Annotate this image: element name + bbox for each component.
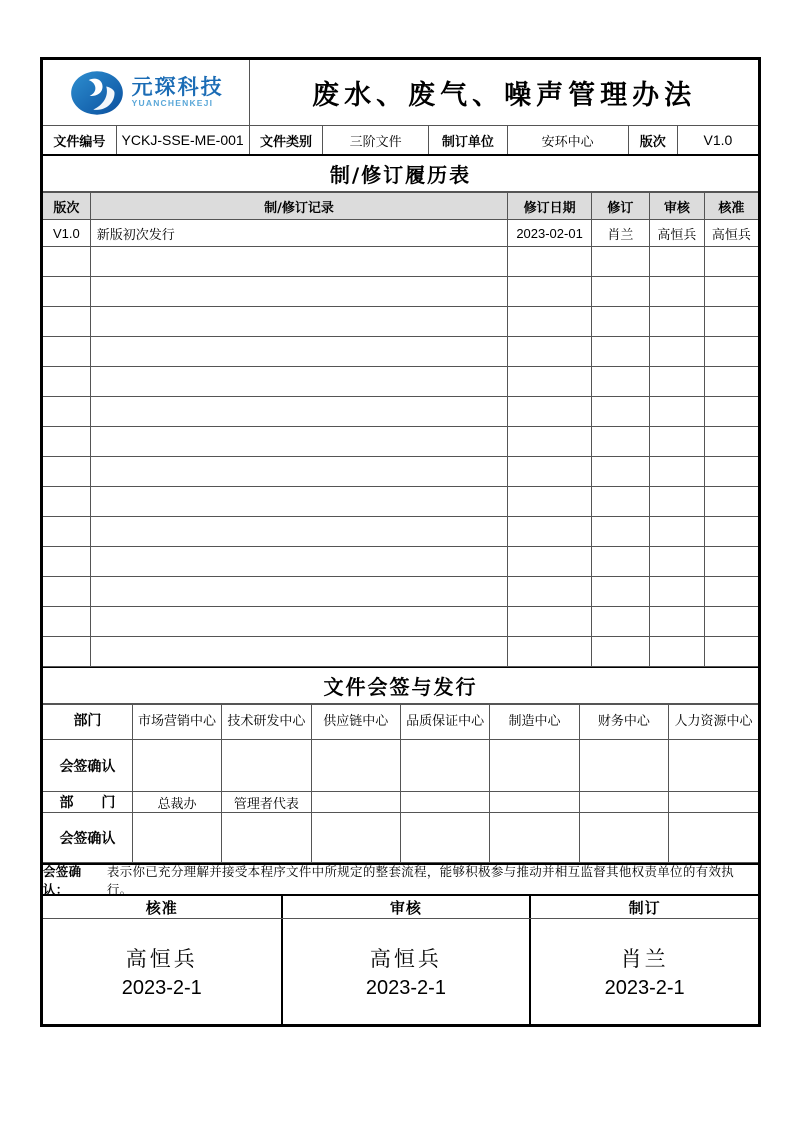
revision-empty-cell bbox=[90, 607, 508, 637]
approval-col-approve: 核准 bbox=[43, 896, 283, 918]
revision-empty-cell bbox=[43, 307, 90, 337]
revision-table-wrap bbox=[43, 192, 758, 668]
revision-empty-cell bbox=[591, 307, 649, 337]
revision-empty-cell bbox=[43, 577, 90, 607]
revision-empty-cell bbox=[649, 517, 704, 547]
revision-empty-cell bbox=[649, 607, 704, 637]
revision-approver: 高恒兵 bbox=[704, 220, 758, 247]
signature-cell bbox=[222, 740, 311, 792]
revision-empty-cell bbox=[704, 307, 758, 337]
revision-empty-cell bbox=[43, 517, 90, 547]
revision-empty-cell bbox=[90, 307, 508, 337]
doc-no-label: 文件编号 bbox=[43, 126, 117, 154]
review-date: 2023-2-1 bbox=[365, 977, 446, 999]
revision-empty-cell bbox=[90, 577, 508, 607]
revision-empty-row bbox=[43, 367, 758, 397]
company-logo bbox=[43, 60, 250, 125]
revision-empty-cell bbox=[90, 247, 508, 277]
signature-cell bbox=[669, 740, 758, 792]
signature-cell bbox=[311, 813, 400, 863]
revision-empty-cell bbox=[90, 487, 508, 517]
dept-cell: 品质保证中心 bbox=[401, 705, 490, 740]
revision-empty-cell bbox=[704, 247, 758, 277]
doc-type-value: 三阶文件 bbox=[323, 126, 429, 154]
revision-empty-cell bbox=[508, 487, 592, 517]
dept-row1-label: 部门 bbox=[43, 705, 132, 740]
signature-cell bbox=[222, 813, 311, 863]
revision-empty-cell bbox=[90, 337, 508, 367]
revision-empty-cell bbox=[591, 277, 649, 307]
revision-empty-cell bbox=[43, 277, 90, 307]
revision-empty-cell bbox=[591, 517, 649, 547]
document-page bbox=[40, 57, 761, 1027]
revision-empty-cell bbox=[508, 397, 592, 427]
revision-empty-cell bbox=[649, 367, 704, 397]
revision-empty-cell bbox=[43, 367, 90, 397]
signoff-note-text: 表示你已充分理解并接受本程序文件中所规定的整套流程，能够积极参与推动并相互监督其他权责单位的有效执行。 bbox=[106, 863, 735, 897]
draft-date: 2023-2-1 bbox=[604, 977, 685, 999]
confirm-row1-label: 会签确认 bbox=[43, 740, 132, 792]
revision-empty-row bbox=[43, 577, 758, 607]
revision-col-record: 制/修订记录 bbox=[90, 193, 508, 220]
revision-empty-row bbox=[43, 607, 758, 637]
dept-cell bbox=[401, 792, 490, 813]
dept-cell bbox=[490, 792, 579, 813]
company-logo-text bbox=[132, 77, 224, 108]
revision-empty-cell bbox=[704, 577, 758, 607]
revision-empty-cell bbox=[591, 547, 649, 577]
revision-empty-cell bbox=[704, 427, 758, 457]
approver-name: 高恒兵 bbox=[125, 947, 198, 971]
revision-empty-row bbox=[43, 637, 758, 667]
revision-empty-cell bbox=[43, 487, 90, 517]
revision-empty-cell bbox=[591, 487, 649, 517]
dept-cell: 市场营销中心 bbox=[132, 705, 221, 740]
revision-empty-cell bbox=[649, 307, 704, 337]
revision-empty-cell bbox=[508, 457, 592, 487]
revision-empty-cell bbox=[649, 397, 704, 427]
version-value: V1.0 bbox=[703, 132, 733, 148]
revision-version: V1.0 bbox=[43, 220, 90, 247]
revision-empty-cell bbox=[43, 397, 90, 427]
revision-record: 新版初次发行 bbox=[90, 220, 508, 247]
confirm-row2-label: 会签确认 bbox=[43, 813, 132, 863]
signoff-table bbox=[43, 704, 758, 863]
revision-empty-cell bbox=[508, 547, 592, 577]
version-label: 版次 bbox=[629, 126, 678, 154]
revision-data-row bbox=[43, 220, 758, 247]
revision-empty-cell bbox=[90, 367, 508, 397]
issuing-unit-label: 制订单位 bbox=[429, 126, 508, 154]
revision-empty-row bbox=[43, 517, 758, 547]
revision-empty-cell bbox=[90, 517, 508, 547]
dept-cell bbox=[669, 792, 758, 813]
revision-empty-cell bbox=[704, 457, 758, 487]
revision-section-title: 制/修订履历表 bbox=[43, 156, 758, 192]
signature-cell bbox=[579, 740, 668, 792]
revision-col-version: 版次 bbox=[43, 193, 90, 220]
revision-date: 2023-02-01 bbox=[508, 220, 592, 247]
revision-empty-cell bbox=[508, 577, 592, 607]
signature-cell bbox=[401, 813, 490, 863]
revision-empty-row bbox=[43, 307, 758, 337]
revision-empty-cell bbox=[43, 607, 90, 637]
revision-empty-cell bbox=[90, 397, 508, 427]
signature-cell bbox=[401, 740, 490, 792]
revision-empty-cell bbox=[90, 637, 508, 667]
revision-col-reviewer: 审核 bbox=[649, 193, 704, 220]
revision-empty-row bbox=[43, 247, 758, 277]
revision-empty-cell bbox=[649, 337, 704, 367]
revision-empty-cell bbox=[591, 337, 649, 367]
revision-empty-cell bbox=[591, 247, 649, 277]
approve-date: 2023-2-1 bbox=[121, 977, 202, 999]
revision-empty-cell bbox=[508, 307, 592, 337]
revision-empty-cell bbox=[90, 277, 508, 307]
document-header bbox=[43, 60, 758, 126]
revision-empty-cell bbox=[704, 607, 758, 637]
revision-empty-cell bbox=[591, 397, 649, 427]
revision-empty-cell bbox=[90, 427, 508, 457]
revision-empty-cell bbox=[704, 397, 758, 427]
signoff-dept-row-2 bbox=[43, 792, 758, 813]
revision-header-row bbox=[43, 193, 758, 220]
revision-empty-cell bbox=[43, 247, 90, 277]
revision-empty-cell bbox=[591, 607, 649, 637]
revision-empty-row bbox=[43, 487, 758, 517]
revision-empty-cell bbox=[508, 337, 592, 367]
dept-cell: 人力资源中心 bbox=[669, 705, 758, 740]
revision-empty-cell bbox=[508, 247, 592, 277]
revision-empty-row bbox=[43, 277, 758, 307]
signoff-note bbox=[43, 863, 758, 896]
revision-empty-cell bbox=[43, 637, 90, 667]
revision-col-reviser: 修订 bbox=[591, 193, 649, 220]
signoff-confirm-row-2 bbox=[43, 813, 758, 863]
draft-signature bbox=[531, 919, 758, 1024]
revision-empty-cell bbox=[591, 427, 649, 457]
signature-cell bbox=[132, 813, 221, 863]
revision-table bbox=[43, 192, 758, 667]
doc-no-value: YCKJ-SSE-ME-001 bbox=[117, 126, 250, 154]
revision-empty-cell bbox=[649, 277, 704, 307]
dept-cell: 财务中心 bbox=[579, 705, 668, 740]
company-name-cn: 元琛科技 bbox=[131, 76, 224, 100]
revision-empty-cell bbox=[649, 487, 704, 517]
approval-col-review: 审核 bbox=[283, 896, 532, 918]
revision-empty-row bbox=[43, 457, 758, 487]
doc-info-row bbox=[43, 126, 758, 156]
revision-empty-cell bbox=[43, 457, 90, 487]
review-signature bbox=[283, 919, 532, 1024]
revision-reviser: 肖兰 bbox=[591, 220, 649, 247]
revision-empty-cell bbox=[649, 637, 704, 667]
revision-empty-cell bbox=[508, 637, 592, 667]
reviewer-name: 高恒兵 bbox=[369, 947, 442, 971]
revision-col-approver: 核准 bbox=[704, 193, 758, 220]
title-cell bbox=[250, 60, 758, 125]
company-logo-icon bbox=[69, 69, 125, 117]
revision-table-body bbox=[43, 220, 758, 667]
dept-cell: 制造中心 bbox=[490, 705, 579, 740]
dept-cell: 总裁办 bbox=[132, 792, 221, 813]
approval-col-draft: 制订 bbox=[628, 898, 661, 917]
signature-cell bbox=[132, 740, 221, 792]
revision-reviewer: 高恒兵 bbox=[649, 220, 704, 247]
signature-cell bbox=[490, 813, 579, 863]
revision-empty-cell bbox=[591, 577, 649, 607]
revision-empty-row bbox=[43, 547, 758, 577]
issuing-unit-value: 安环中心 bbox=[508, 126, 629, 154]
dept-cell: 供应链中心 bbox=[311, 705, 400, 740]
revision-empty-cell bbox=[704, 277, 758, 307]
revision-empty-cell bbox=[591, 637, 649, 667]
revision-empty-row bbox=[43, 337, 758, 367]
signoff-dept-row-1 bbox=[43, 705, 758, 740]
revision-col-date: 修订日期 bbox=[508, 193, 592, 220]
approval-header-row bbox=[43, 896, 758, 919]
dept-cell: 管理者代表 bbox=[222, 792, 311, 813]
signoff-section-title: 文件会签与发行 bbox=[43, 668, 758, 704]
revision-empty-row bbox=[43, 397, 758, 427]
revision-empty-cell bbox=[90, 547, 508, 577]
revision-empty-cell bbox=[704, 337, 758, 367]
revision-empty-cell bbox=[591, 367, 649, 397]
revision-empty-cell bbox=[649, 427, 704, 457]
revision-empty-cell bbox=[508, 607, 592, 637]
revision-empty-cell bbox=[704, 547, 758, 577]
revision-empty-cell bbox=[43, 427, 90, 457]
revision-empty-cell bbox=[508, 427, 592, 457]
revision-empty-cell bbox=[649, 247, 704, 277]
revision-empty-cell bbox=[591, 457, 649, 487]
drafter-name: 肖兰 bbox=[620, 947, 669, 971]
dept-row2-label: 部 门 bbox=[43, 792, 132, 813]
revision-empty-cell bbox=[43, 547, 90, 577]
revision-empty-row bbox=[43, 427, 758, 457]
signoff-confirm-row-1 bbox=[43, 740, 758, 792]
dept-cell bbox=[311, 792, 400, 813]
revision-empty-cell bbox=[508, 367, 592, 397]
revision-empty-cell bbox=[508, 277, 592, 307]
approval-signature-row bbox=[43, 919, 758, 1024]
signature-cell bbox=[311, 740, 400, 792]
revision-empty-cell bbox=[704, 367, 758, 397]
signature-cell bbox=[579, 813, 668, 863]
dept-cell bbox=[579, 792, 668, 813]
revision-empty-cell bbox=[649, 457, 704, 487]
revision-empty-cell bbox=[649, 547, 704, 577]
revision-empty-cell bbox=[43, 337, 90, 367]
signoff-note-label: 会签确认： bbox=[43, 863, 82, 897]
company-name-en: YUANCHENKEJI bbox=[131, 98, 214, 109]
revision-empty-cell bbox=[704, 487, 758, 517]
revision-empty-cell bbox=[704, 637, 758, 667]
revision-empty-cell bbox=[704, 517, 758, 547]
dept-cell: 技术研发中心 bbox=[222, 705, 311, 740]
document-title: 废水、废气、噪声管理办法 bbox=[312, 80, 697, 111]
revision-empty-cell bbox=[649, 577, 704, 607]
revision-empty-cell bbox=[90, 457, 508, 487]
revision-empty-cell bbox=[508, 517, 592, 547]
doc-type-label: 文件类别 bbox=[250, 126, 324, 154]
approve-signature bbox=[43, 919, 283, 1024]
signature-cell bbox=[669, 813, 758, 863]
signature-cell bbox=[490, 740, 579, 792]
